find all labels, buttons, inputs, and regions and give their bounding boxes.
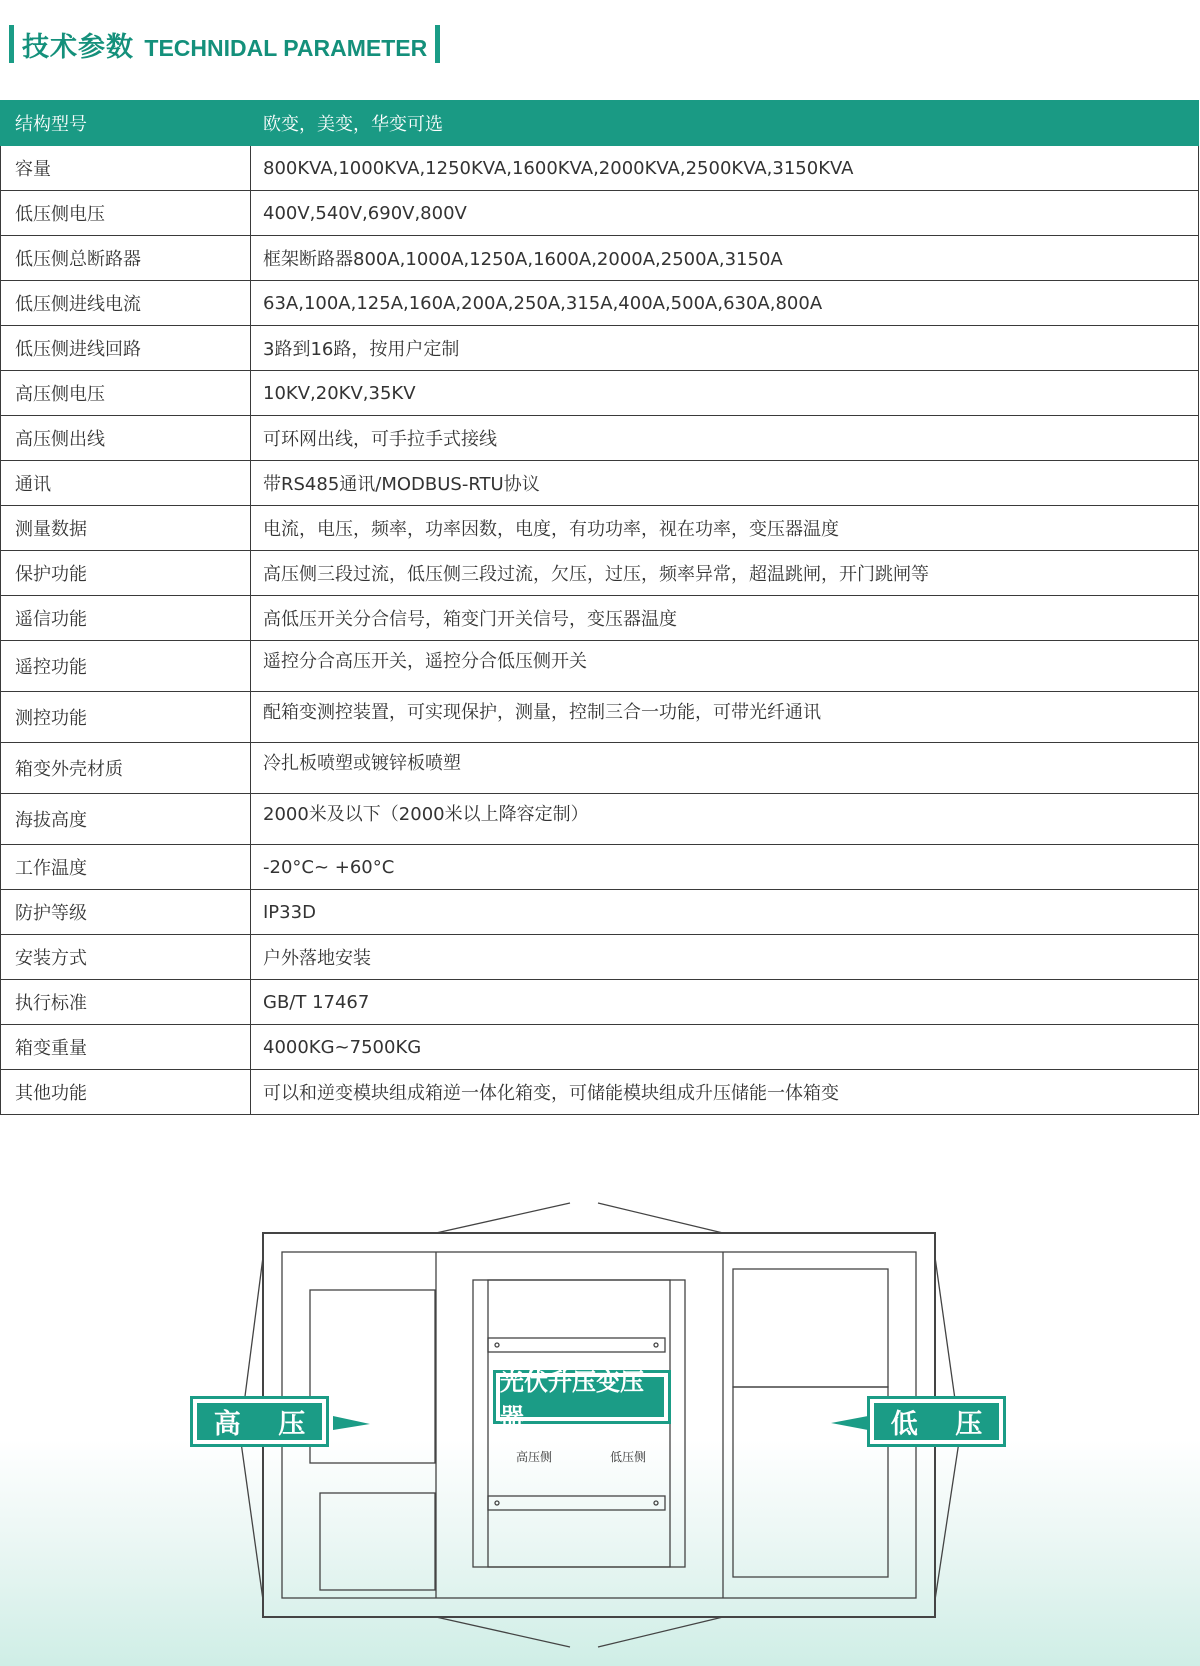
high-voltage-label: 高 压: [190, 1396, 329, 1447]
table-row: [1, 191, 1199, 236]
header-key-cell: 结构型号: [1, 101, 251, 146]
param-value: 配箱变测控装置，可实现保护，测量，控制三合一功能，可带光纤通讯: [251, 692, 1199, 743]
param-name: 箱变外壳材质: [1, 743, 251, 794]
table-row: [1, 935, 1199, 980]
table-row: [1, 641, 1199, 692]
param-name: 防护等级: [1, 890, 251, 935]
param-value: 可以和逆变模块组成箱逆一体化箱变，可储能模块组成升压储能一体箱变: [251, 1070, 1199, 1115]
param-value: 带RS485通讯/MODBUS-RTU协议: [251, 461, 1199, 506]
param-name: 容量: [1, 146, 251, 191]
parameter-table: [0, 100, 1199, 1115]
param-name: 执行标准: [1, 980, 251, 1025]
table-row: [1, 845, 1199, 890]
header-right-bar: [435, 25, 440, 63]
param-name: 高压侧电压: [1, 371, 251, 416]
header-value-cell: 欧变，美变，华变可选: [251, 101, 1199, 146]
table-row: [1, 506, 1199, 551]
param-name: 箱变重量: [1, 1025, 251, 1070]
param-name: 低压侧进线回路: [1, 326, 251, 371]
param-name: 安装方式: [1, 935, 251, 980]
transformer-label: 光伏升压变压器: [493, 1370, 671, 1424]
param-name: 通讯: [1, 461, 251, 506]
table-row: [1, 890, 1199, 935]
table-row: [1, 416, 1199, 461]
table-row: [1, 1025, 1199, 1070]
param-name: 其他功能: [1, 1070, 251, 1115]
table-row: [1, 281, 1199, 326]
table-header-row: [1, 101, 1199, 146]
param-value: 800KVA,1000KVA,1250KVA,1600KVA,2000KVA,2500KVA,3150KVA: [251, 146, 1199, 191]
table-row: [1, 551, 1199, 596]
table-row: [1, 461, 1199, 506]
table-row: [1, 692, 1199, 743]
high-arrow: [333, 1416, 370, 1430]
param-value: 电流，电压，频率，功率因数，电度，有功功率，视在功率，变压器温度: [251, 506, 1199, 551]
table-row: [1, 236, 1199, 281]
low-arrow: [831, 1416, 868, 1430]
param-value: IP33D: [251, 890, 1199, 935]
param-name: 低压侧电压: [1, 191, 251, 236]
table-row: [1, 980, 1199, 1025]
low-voltage-label: 低 压: [867, 1396, 1006, 1447]
param-name: 工作温度: [1, 845, 251, 890]
param-value: 高低压开关分合信号，箱变门开关信号，变压器温度: [251, 596, 1199, 641]
param-name: 海拔高度: [1, 794, 251, 845]
section-title: [22, 25, 427, 64]
param-value: -20°C~ +60°C: [251, 845, 1199, 890]
param-name: 测控功能: [1, 692, 251, 743]
param-value: 400V,540V,690V,800V: [251, 191, 1199, 236]
param-name: 低压侧总断路器: [1, 236, 251, 281]
param-value: 3路到16路，按用户定制: [251, 326, 1199, 371]
param-value: 高压侧三段过流，低压侧三段过流，欠压，过压，频率异常，超温跳闸，开门跳闸等: [251, 551, 1199, 596]
param-name: 遥信功能: [1, 596, 251, 641]
header-left-bar: [9, 25, 14, 63]
param-name: 遥控功能: [1, 641, 251, 692]
param-value: GB/T 17467: [251, 980, 1199, 1025]
high-side-text: 高压侧: [516, 1450, 553, 1464]
section-title-en: TECHNIDAL PARAMETER: [144, 34, 428, 61]
param-value: 10KV,20KV,35KV: [251, 371, 1199, 416]
param-name: 低压侧进线电流: [1, 281, 251, 326]
table-row: [1, 1070, 1199, 1115]
section-header: [9, 24, 440, 64]
param-value: 4000KG~7500KG: [251, 1025, 1199, 1070]
table-row: [1, 743, 1199, 794]
param-value: 冷扎板喷塑或镀锌板喷塑: [251, 743, 1199, 794]
param-value: 框架断路器800A,1000A,1250A,1600A,2000A,2500A,3150A: [251, 236, 1199, 281]
param-name: 保护功能: [1, 551, 251, 596]
param-value: 遥控分合高压开关，遥控分合低压侧开关: [251, 641, 1199, 692]
param-name: 测量数据: [1, 506, 251, 551]
table-row: [1, 596, 1199, 641]
table-row: [1, 371, 1199, 416]
table-row: [1, 794, 1199, 845]
param-value: 2000米及以下（2000米以上降容定制）: [251, 794, 1199, 845]
table-row: [1, 146, 1199, 191]
param-value: 户外落地安装: [251, 935, 1199, 980]
param-name: 高压侧出线: [1, 416, 251, 461]
section-title-cn: 技术参数: [22, 31, 134, 63]
low-side-text: 低压侧: [610, 1450, 647, 1464]
param-value: 可环网出线，可手拉手式接线: [251, 416, 1199, 461]
table-row: [1, 326, 1199, 371]
param-value: 63A,100A,125A,160A,200A,250A,315A,400A,500A,630A,800A: [251, 281, 1199, 326]
